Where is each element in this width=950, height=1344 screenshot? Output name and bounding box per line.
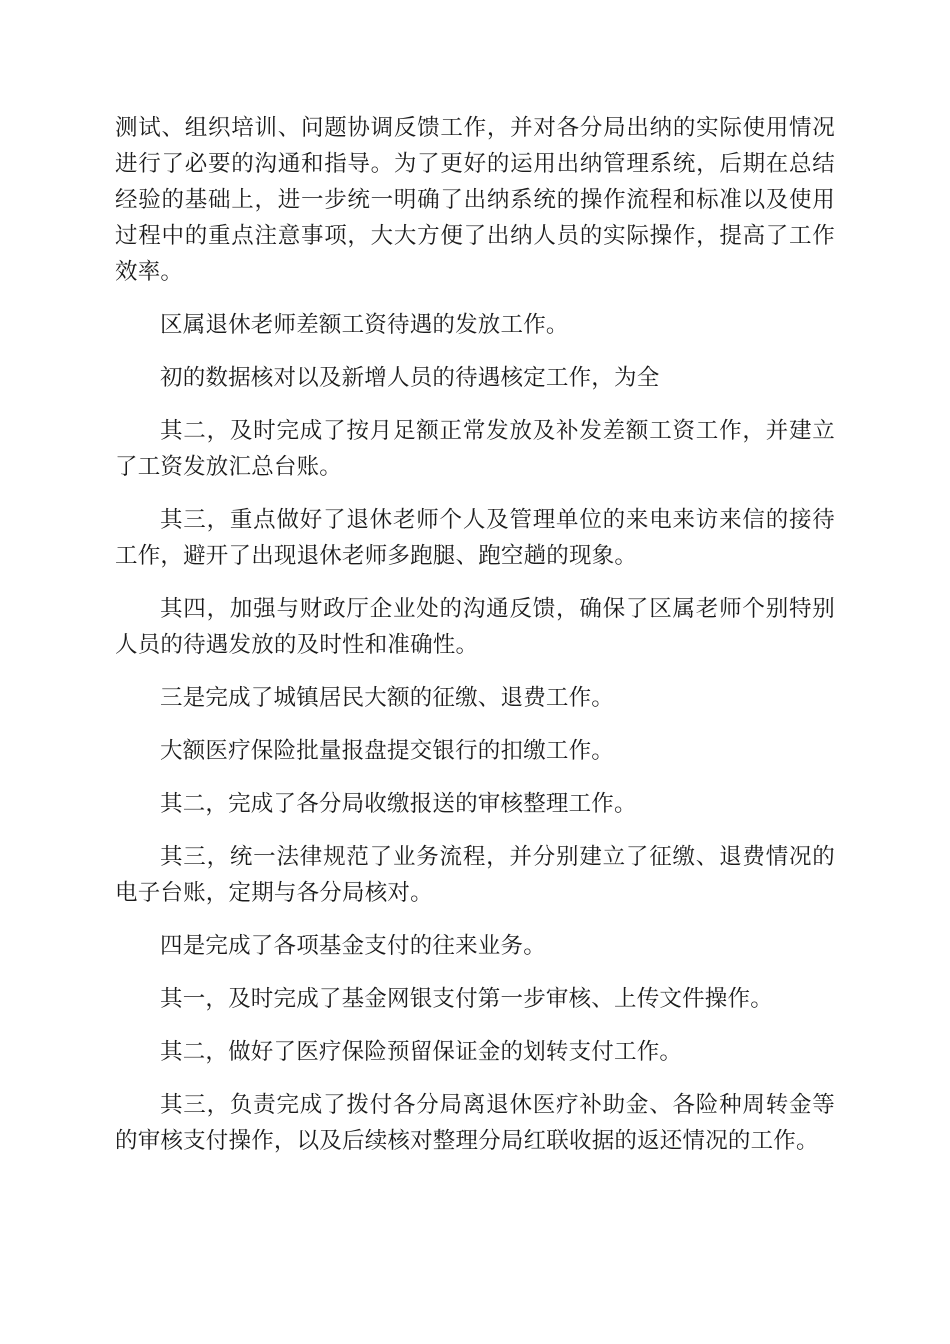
paragraph: 其二，做好了医疗保险预留保证金的划转支付工作。 [160, 1039, 683, 1065]
paragraph: 其一，及时完成了基金网银支付第一步审核、上传文件操作。 [160, 986, 773, 1012]
document-body [115, 110, 835, 1176]
paragraph: 其二，及时完成了按月足额正常发放及补发差额工资工作，并建立了工资发放汇总台账。 [115, 418, 835, 480]
paragraph: 区属退休老师差额工资待遇的发放工作。 [160, 312, 569, 338]
paragraph: 三是完成了城镇居民大额的征缴、退费工作。 [160, 685, 615, 711]
paragraph: 其三，负责完成了拨付各分局离退休医疗补助金、各险种周转金等的审核支付操作，以及后续核对整理分局红联收据的返还情况的工作。 [115, 1092, 835, 1154]
paragraph: 其三，重点做好了退休老师个人及管理单位的来电来访来信的接待工作，避开了出现退休老师多跑腿、跑空趟的现象。 [115, 507, 835, 569]
paragraph: 其三，统一法律规范了业务流程，并分别建立了征缴、退费情况的电子台账，定期与各分局核对。 [115, 844, 835, 906]
paragraph: 初的数据核对以及新增人员的待遇核定工作，为全 [160, 365, 660, 391]
paragraph: 测试、组织培训、问题协调反馈工作，并对各分局出纳的实际使用情况进行了必要的沟通和指导。为了更好的运用出纳管理系统，后期在总结经验的基础上，进一步统一明确了出纳系统的操作流程和标准以及使用过程中的重点注意事项，大大方便了出纳人员的实际操作，提高了工作效率。 [115, 115, 835, 285]
paragraph: 其二，完成了各分局收缴报送的审核整理工作。 [160, 791, 637, 817]
paragraph: 四是完成了各项基金支付的往来业务。 [160, 933, 546, 959]
paragraph: 其四，加强与财政厅企业处的沟通反馈，确保了区属老师个别特别人员的待遇发放的及时性和准确性。 [115, 596, 835, 658]
paragraph: 大额医疗保险批量报盘提交银行的扣缴工作。 [160, 738, 615, 764]
